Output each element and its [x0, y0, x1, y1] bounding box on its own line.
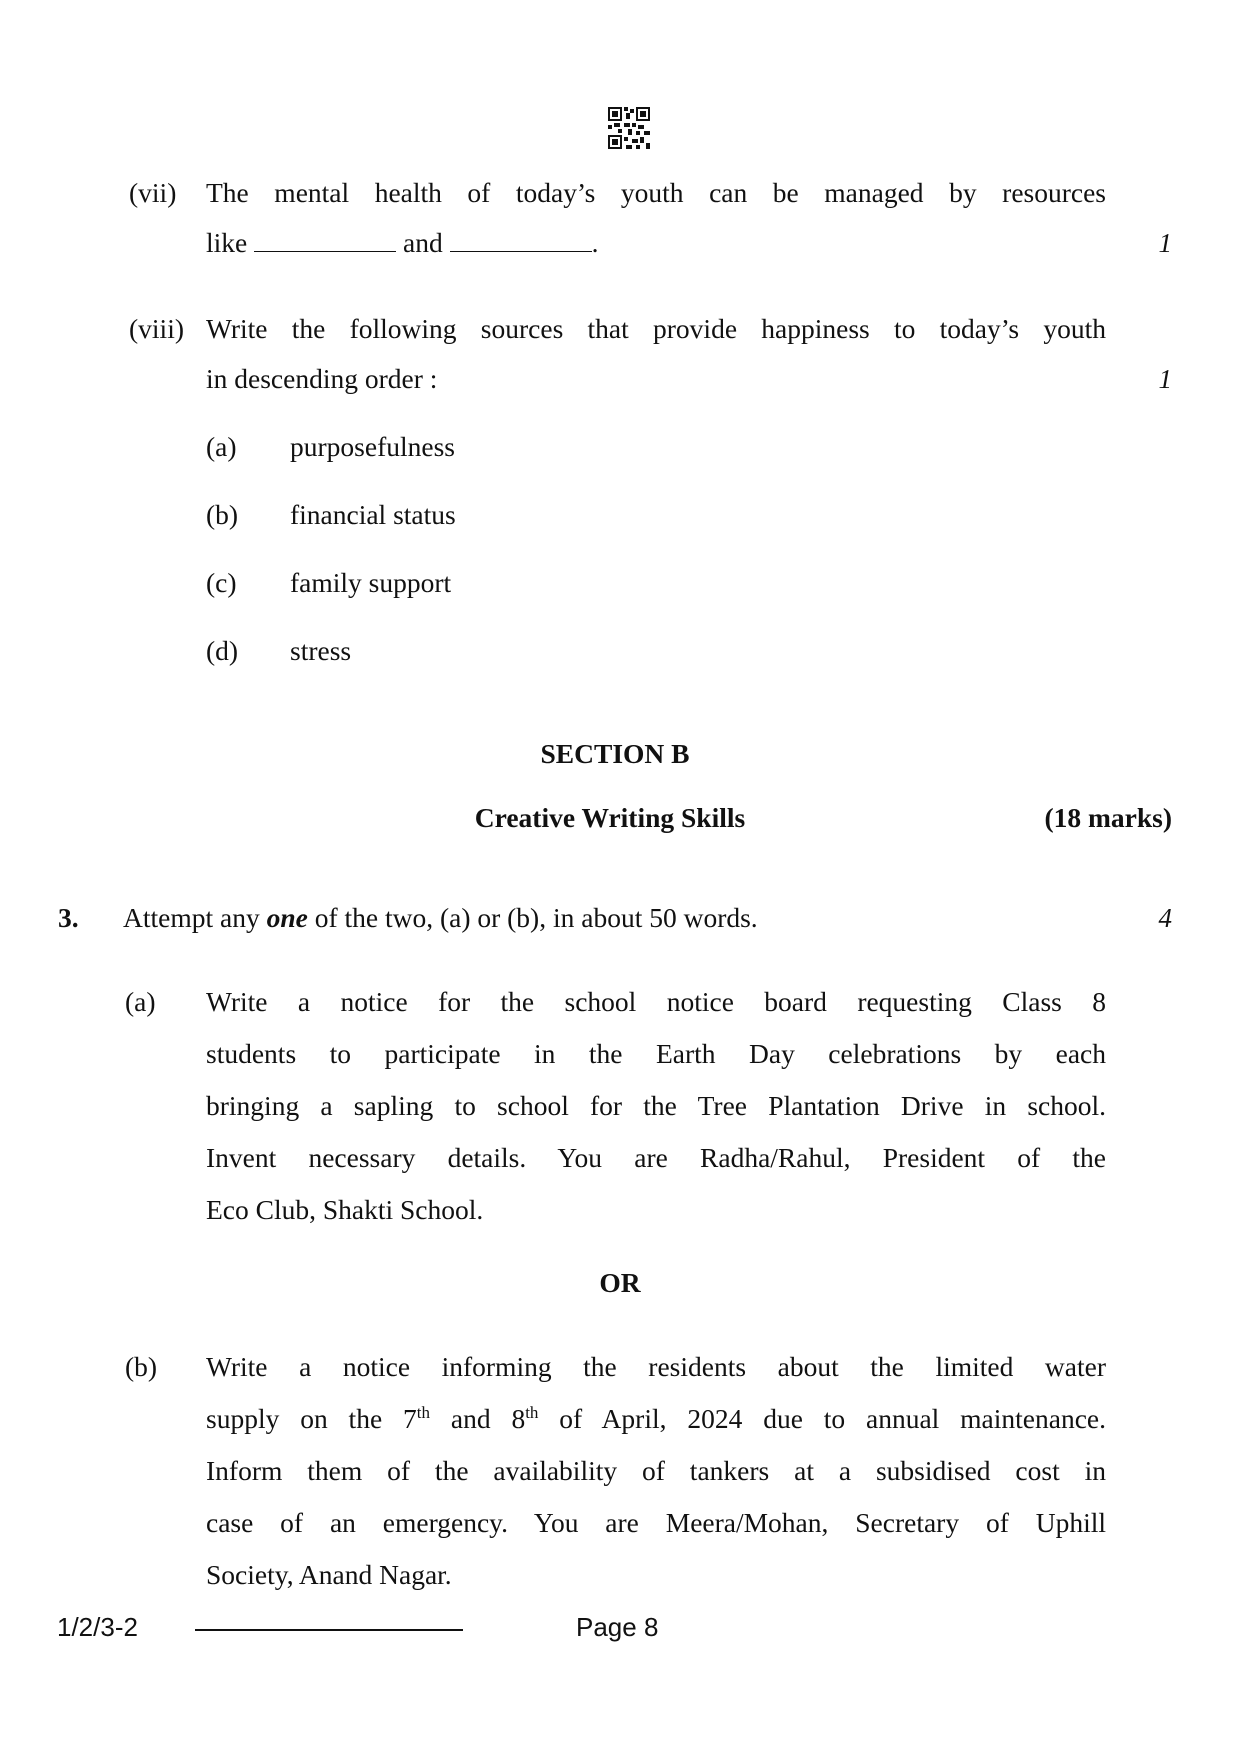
- q3b-line5: Society, Anand Nagar.: [206, 1559, 452, 1590]
- q3b-line2-part3: of April, 2024 due to annual maintenance.: [538, 1403, 1106, 1434]
- answer-blank-1: [254, 229, 396, 252]
- answer-blank-2: [450, 229, 592, 252]
- q3a-line4: Invent necessary details. You are Radha/Rahul, President of the: [206, 1142, 1106, 1173]
- or-separator: OR: [599, 1267, 641, 1298]
- marks-vii: 1: [1158, 228, 1172, 258]
- q3a-line3: bringing a sapling to school for the Tree Plantation Drive in school.: [206, 1090, 1106, 1121]
- q3a-line1: Write a notice for the school notice board requesting Class 8: [206, 986, 1106, 1017]
- question-vii-line1: The mental health of today’s youth can be managed by resources: [206, 177, 1106, 208]
- q3b-line2: [206, 1393, 1106, 1445]
- question-vii-line2: [206, 217, 598, 269]
- marks-3: 4: [1158, 903, 1172, 933]
- word-and: and: [403, 227, 443, 258]
- instruction-emphasis: one: [266, 902, 308, 933]
- question-viii-line1: Write the following sources that provide happiness to today’s youth: [206, 313, 1106, 344]
- option-label-b: (b): [206, 499, 239, 530]
- option-text-d: stress: [290, 635, 352, 666]
- q3-option-label-a: (a): [125, 986, 156, 1017]
- marks-viii: 1: [1158, 364, 1172, 394]
- q3b-line2-part2: and 8: [430, 1403, 526, 1434]
- question-viii-line2: in descending order :: [206, 363, 438, 394]
- qr-code-icon: [608, 107, 650, 149]
- q3a-line2: students to participate in the Earth Day celebrations by each: [206, 1038, 1106, 1069]
- option-text-b: financial status: [290, 499, 456, 530]
- option-label-a: (a): [206, 431, 237, 462]
- section-title: SECTION B: [540, 738, 690, 769]
- question-number-3: 3.: [58, 902, 79, 933]
- section-subtitle: Creative Writing Skills: [474, 802, 746, 833]
- footer-divider: [195, 1629, 463, 1631]
- paper-code: 1/2/3-2: [57, 1612, 138, 1642]
- question-number-viii: (viii): [129, 313, 184, 344]
- page-number: Page 8: [576, 1612, 659, 1642]
- question-3-instruction: [123, 892, 758, 944]
- q3b-line2-part1: supply on the 7: [206, 1403, 417, 1434]
- word-like: like: [206, 227, 248, 258]
- period: .: [591, 227, 599, 258]
- ordinal-suffix-1: th: [416, 1402, 431, 1422]
- q3b-line4: case of an emergency. You are Meera/Mohan, Secretary of Uphill: [206, 1507, 1106, 1538]
- option-label-c: (c): [206, 567, 237, 598]
- section-marks: (18 marks): [1044, 802, 1172, 833]
- ordinal-suffix-2: th: [525, 1402, 539, 1422]
- question-number-vii: (vii): [129, 177, 177, 208]
- q3b-line1: Write a notice informing the residents about the limited water: [206, 1351, 1106, 1382]
- q3b-line3: Inform them of the availability of tankers at a subsidised cost in: [206, 1455, 1106, 1486]
- q3-option-label-b: (b): [125, 1351, 158, 1382]
- option-text-a: purposefulness: [290, 431, 455, 462]
- q3a-line5: Eco Club, Shakti School.: [206, 1194, 484, 1225]
- option-text-c: family support: [290, 567, 452, 598]
- instruction-post: of the two, (a) or (b), in about 50 words.: [314, 902, 758, 933]
- instruction-pre: Attempt any: [123, 902, 260, 933]
- option-label-d: (d): [206, 635, 239, 666]
